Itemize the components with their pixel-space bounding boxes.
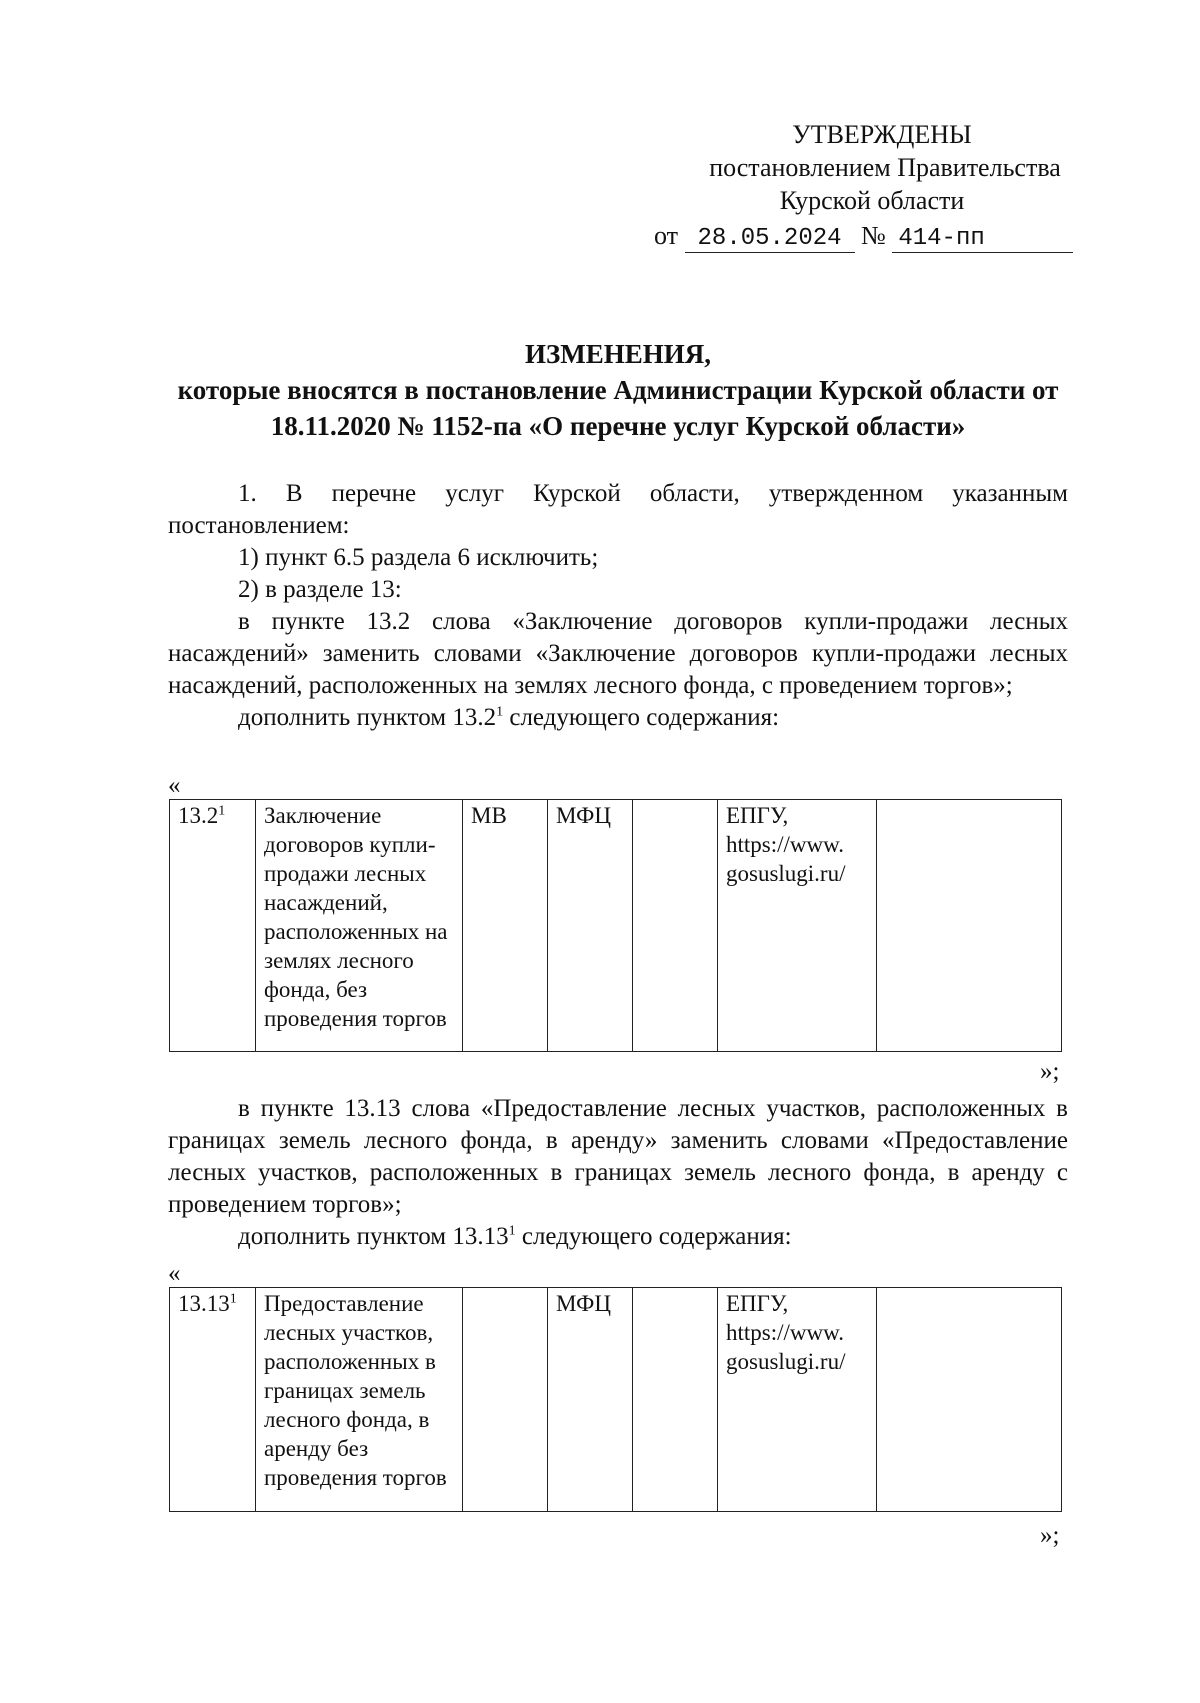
table-row: [170, 800, 1062, 1052]
table-row: [170, 1288, 1062, 1512]
service-table-13-13-1: [169, 1287, 1062, 1512]
title-subtitle-line2: 18.11.2020 № 1152-па «О перечне услуг Курской области»: [270, 411, 966, 441]
paragraph-13-13: в пункте 13.13 слова «Предоставление лесных участков, расположенных в границах земель лесного фонда, в аренду» заменить словами «Предоставление лесных участков, расположенных в границах земель лесного фонда, в аренду с проведением торгов»;: [168, 1095, 1068, 1218]
approval-stamp: [654, 118, 1080, 253]
service-table-13-2-1: [169, 799, 1062, 1052]
approval-date: 28.05.2024: [685, 226, 855, 253]
cell-empty: [633, 800, 718, 1052]
number-prefix: №: [861, 221, 886, 250]
cell-mfc: МФЦ: [548, 800, 633, 1052]
cell-empty: [633, 1288, 718, 1512]
approval-date-line: [654, 219, 1074, 253]
open-quote-2: «: [168, 1260, 181, 1287]
body-section-1: [168, 478, 1068, 734]
paragraph-add-13-2-1: дополнить пунктом 13.2$^1$ следующего содержания:: [238, 704, 780, 731]
approval-number: 414-пп: [892, 226, 1073, 253]
cell-service-name: Заключение договоров купли-продажи лесных насаждений, расположенных на землях лесного фонда, без проведения торгов: [256, 800, 463, 1052]
cell-service-name: Предоставление лесных участков, расположенных в границах земель лесного фонда, в аренду без проведения торгов: [256, 1288, 463, 1512]
paragraph-add-13-13-1: дополнить пунктом 13.13$^1$ следующего содержания:: [238, 1223, 792, 1250]
title-subtitle-line1: которые вносятся в постановление Администрации Курской области от: [177, 375, 1059, 405]
close-quote-1: »;: [1040, 1058, 1060, 1085]
cell-number: 13.13$^1$: [170, 1288, 256, 1512]
cell-authority: [463, 1288, 548, 1512]
title-heading: ИЗМЕНЕНИЯ,: [524, 339, 711, 369]
paragraph-intro: 1. В перечне услуг Курской области, утвержденном указанным постановлением:: [168, 480, 1068, 539]
body-section-2: [168, 1093, 1068, 1253]
paragraph-item-1: 1) пункт 6.5 раздела 6 исключить;: [238, 544, 599, 571]
approval-region: Курской области: [779, 186, 965, 215]
approval-authority: постановлением Правительства: [709, 153, 1061, 182]
cell-mfc: МФЦ: [548, 1288, 633, 1512]
open-quote-1: «: [168, 772, 181, 799]
document-title: [168, 336, 1068, 444]
cell-portal: ЕПГУ, https://www. gosuslugi.ru/: [718, 800, 877, 1052]
cell-authority: МВ: [463, 800, 548, 1052]
cell-portal: ЕПГУ, https://www. gosuslugi.ru/: [718, 1288, 877, 1512]
approval-heading: УТВЕРЖДЕНЫ: [792, 120, 972, 149]
cell-empty-last: [877, 800, 1062, 1052]
cell-empty-last: [877, 1288, 1062, 1512]
close-quote-2: »;: [1040, 1522, 1060, 1549]
paragraph-item-2: 2) в разделе 13:: [238, 576, 402, 603]
paragraph-13-2: в пункте 13.2 слова «Заключение договоров купли-продажи лесных насаждений» заменить словами «Заключение договоров купли-продажи лесных насаждений, расположенных на землях лесного фонда, с проведением торгов»;: [168, 608, 1068, 699]
date-prefix: от: [654, 221, 679, 250]
cell-number: 13.2$^1$: [170, 800, 256, 1052]
